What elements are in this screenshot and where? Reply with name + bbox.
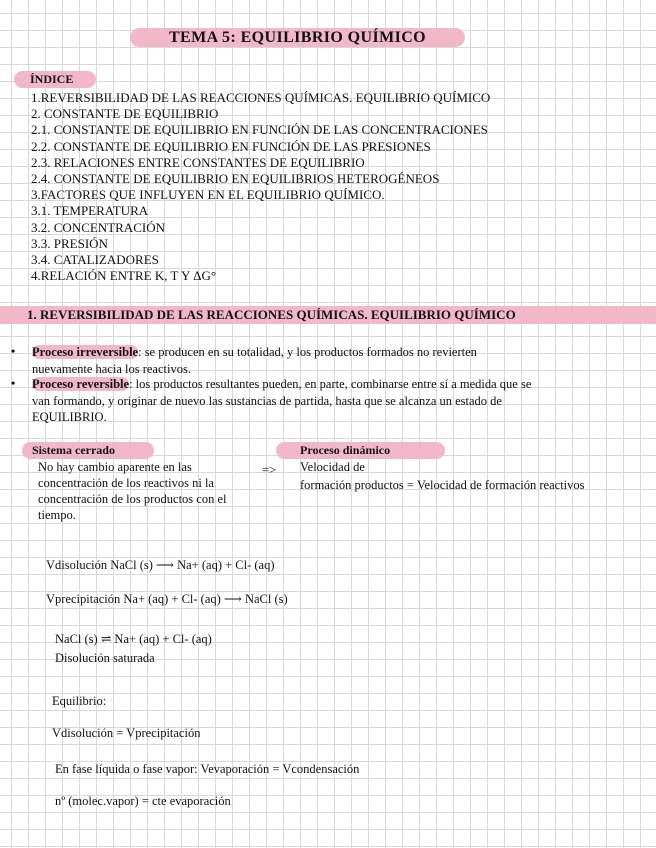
- toc-item: 2.2. CONSTANTE DE EQUILIBRIO EN FUNCIÓN DE LAS PRESIONES: [31, 138, 431, 154]
- bullet-text-cont: van formando, y originar de nuevo las sustancias de partida, hasta que se alcanza un estado de: [32, 394, 502, 408]
- bullet-reversible: [32, 376, 531, 393]
- toc-item: 2.3. RELACIONES ENTRE CONSTANTES DE EQUILIBRIO: [31, 154, 365, 170]
- toc-item: 1.REVERSIBILIDAD DE LAS REACCIONES QUÍMICAS. EQUILIBRIO QUÍMICO: [31, 90, 491, 105]
- toc-item: 3.4. CATALIZADORES: [31, 252, 159, 268]
- index-label: ÍNDICE: [14, 71, 96, 88]
- equilibrium-equation: NaCl (s) ⇌ Na+ (aq) + Cl- (aq): [55, 632, 212, 646]
- rates-equal: Vdisolución = Vprecipitación: [52, 726, 201, 740]
- bullet-text-cont: nuevamente hacia los reactivos.: [32, 362, 191, 376]
- closed-system-label: Sistema cerrado: [22, 442, 154, 459]
- toc-item: 3.FACTORES QUE INFLUYEN EN EL EQUILIBRIO QUÍMICO.: [31, 187, 385, 203]
- toc-item: 3.1. TEMPERATURA: [31, 203, 149, 219]
- bullet-term: Proceso reversible: [32, 377, 130, 391]
- bullet-irreversible: [32, 344, 477, 361]
- toc-item: 2.4. CONSTANTE DE EQUILIBRIO EN EQUILIBRIOS HETEROGÉNEOS: [31, 171, 440, 187]
- dissolution-equation: Vdisolución NaCl (s) ⟶ Na+ (aq) + Cl- (aq): [46, 558, 275, 572]
- saturated-solution: Disolución saturada: [55, 651, 155, 665]
- bullet-text: : los productos resultantes pueden, en parte, combinarse entre sí a medida que se: [129, 377, 532, 391]
- dynamic-process-label: Proceso dinámico: [276, 442, 445, 459]
- toc-item: 3.3. PRESIÓN: [31, 235, 108, 251]
- page-title: TEMA 5: EQUILIBRIO QUÍMICO: [130, 28, 465, 47]
- equilibrium-label: Equilibrio:: [52, 694, 107, 708]
- dynamic-process-line1: Velocidad de: [300, 460, 365, 474]
- dynamic-process-line2: formación productos = Velocidad de formación reactivos: [300, 478, 585, 492]
- vapor-molecules: nº (molec.vapor) = cte evaporación: [55, 794, 231, 808]
- bullet-text: : se producen en su totalidad, y los productos formados no revierten: [138, 345, 477, 359]
- bullet-term: Proceso irreversible: [32, 345, 139, 359]
- toc-item: 2. CONSTANTE DE EQUILIBRIO: [31, 106, 219, 122]
- section-heading: 1. REVERSIBILIDAD DE LAS REACCIONES QUÍMICAS. EQUILIBRIO QUÍMICO: [0, 306, 656, 324]
- bullet-text-cont: EQUILIBRIO.: [32, 410, 107, 424]
- implies-arrow: =>: [262, 463, 277, 477]
- precipitation-equation: Vprecipitación Na+ (aq) + Cl- (aq) ⟶ NaCl (s): [46, 592, 288, 606]
- table-of-contents: [31, 90, 490, 284]
- toc-item: 2.1. CONSTANTE DE EQUILIBRIO EN FUNCIÓN DE LAS CONCENTRACIONES: [31, 122, 488, 138]
- closed-system-text: No hay cambio aparente en las concentración de los reactivos ni la concentración de los productos con el tiempo.: [38, 460, 227, 522]
- bullet-icon: •: [11, 344, 16, 358]
- phase-equilibrium: En fase líquida o fase vapor: Vevaporación = Vcondensación: [55, 762, 360, 776]
- toc-item: 3.2. CONCENTRACIÓN: [31, 219, 165, 235]
- bullet-icon: •: [11, 376, 16, 390]
- toc-item: 4.RELACIÓN ENTRE K, T Y ΔG°: [31, 268, 217, 284]
